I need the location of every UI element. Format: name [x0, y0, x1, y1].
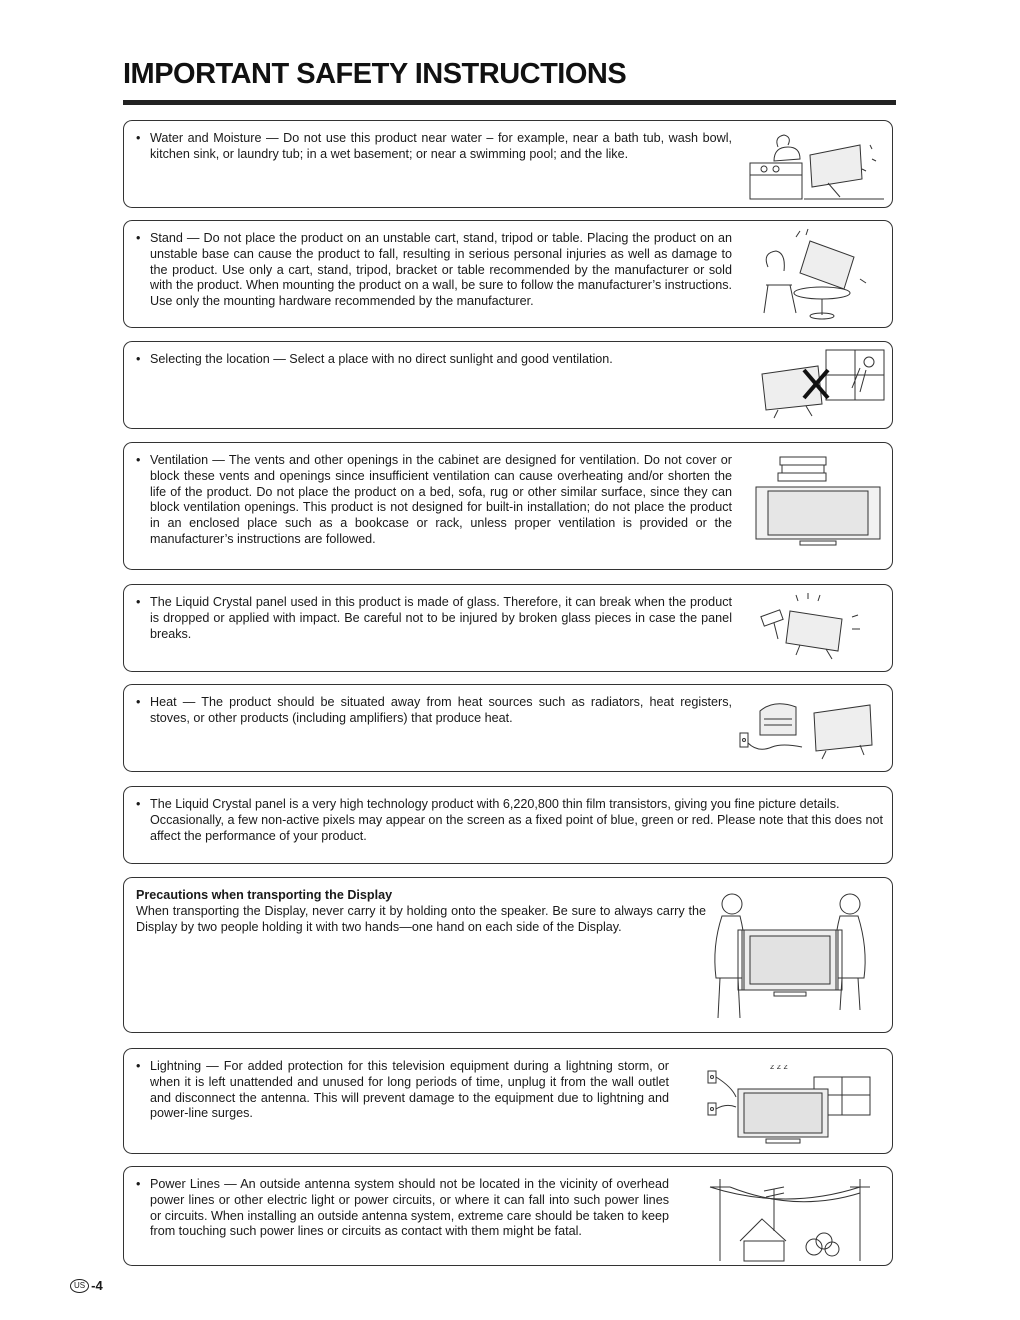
ventilation-item: [136, 453, 732, 548]
lcd-pixels-line-2: Occasionally, a few non-active pixels may appear on the screen as a fixed point of blue, green or red. Please note that this does not affect the performance of your product.: [150, 812, 883, 843]
zzz-sleep-icon: z z z: [770, 1065, 788, 1071]
bullet: •: [136, 131, 141, 145]
lcd-pixels-section: [123, 786, 893, 864]
transport-item: [136, 888, 706, 935]
region-badge: US: [70, 1279, 89, 1293]
bullet: •: [136, 1059, 141, 1073]
power-lines-section: [123, 1166, 893, 1266]
water-moisture-illustration: [744, 125, 886, 203]
glass-panel-section: [123, 584, 893, 672]
water-moisture-text: Water and Moisture — Do not use this product near water – for example, near a bath tub, wash bowl, kitchen sink, or laundry tub; in a wet basement; or near a swimming pool; and the like.: [150, 131, 732, 161]
bullet: •: [136, 1177, 141, 1191]
unstable-stand-illustration: [752, 227, 874, 323]
unplugged-tv-illustration: [704, 1065, 876, 1147]
ventilation-text: Ventilation — The vents and other openings in the cabinet are designed for ventilation. Do not cover or block these vents and openings since insufficient ventilation can cause overheating and/or shorten the life of the product. Do not place the product on a bed, sofa, rug or other similar surface, since they can block ventilation openings. This product is not designed for built-in installation; do not place the product in an enclosed place such as a bookcase or rack, unless proper ventilation is provided or the manufacturer’s instructions are followed.: [150, 453, 732, 546]
transport-heading: Precautions when transporting the Display: [136, 888, 393, 902]
ventilation-section: [123, 442, 893, 570]
sunlight-location-illustration: [756, 348, 886, 422]
glass-panel-text: The Liquid Crystal panel used in this product is made of glass. Therefore, it can break when the product is dropped or applied with impact. Be careful not to be injured by broken glass pieces in case the panel breaks.: [150, 595, 732, 641]
heat-section: [123, 684, 893, 772]
title-underline: [123, 100, 896, 105]
lightning-item: [136, 1059, 669, 1122]
bullet: •: [136, 797, 141, 811]
lcd-pixels-item: [136, 797, 883, 844]
page-number: -4: [91, 1278, 103, 1293]
bullet: •: [136, 595, 141, 609]
page-title: IMPORTANT SAFETY INSTRUCTIONS: [123, 58, 627, 90]
two-people-carrying-illustration: [704, 890, 874, 1022]
bullet: •: [136, 695, 141, 709]
power-lines-text: Power Lines — An outside antenna system should not be located in the vicinity of overhead power lines or other electric light or power circuits, or where it can fall into such power lines or circuits. When installing an outside antenna system, extreme care should be taken to keep from touching such power lines or circuits as contact with them might be fatal.: [150, 1177, 669, 1239]
lightning-section: [123, 1048, 893, 1154]
location-section: [123, 341, 893, 429]
lightning-text: Lightning — For added protection for this television equipment during a lightning storm, or when it is left unattended and unused for long periods of time, unplug it from the wall outlet and disconnect the antenna. This will prevent damage to the equipment due to lightning and power-line surges.: [150, 1059, 669, 1121]
bullet: •: [136, 352, 141, 366]
location-item: [136, 352, 732, 368]
glass-panel-item: [136, 595, 732, 642]
transport-body: When transporting the Display, never carry it by holding onto the speaker. Be sure to always carry the Display by two people holding it with two hands—one hand on each side of the Display.: [136, 903, 706, 934]
heater-illustration: [736, 693, 876, 767]
bullet: •: [136, 231, 141, 245]
stand-section: [123, 220, 893, 328]
page-footer: [70, 1278, 103, 1293]
power-lines-item: [136, 1177, 669, 1240]
transport-section: [123, 877, 893, 1033]
heat-item: [136, 695, 732, 727]
stand-text: Stand — Do not place the product on an unstable cart, stand, tripod or table. Placing the product on an unstable base can cause the product to fall, resulting in serious personal injuries as well as damage to the product. Use only a cart, stand, tripod, bracket or table recommended by the manufacturer or sold with the product. When mounting the product on a wall, be sure to follow the manufacturer’s instructions. Use only the mounting hardware recommended by the manufacturer.: [150, 231, 732, 309]
power-lines-antenna-illustration: [704, 1175, 876, 1263]
heat-text: Heat — The product should be situated away from heat sources such as radiators, heat registers, stoves, or other products (including amplifiers) that produce heat.: [150, 695, 732, 725]
ventilation-illustration: [752, 453, 884, 553]
stand-item: [136, 231, 732, 310]
lcd-pixels-line-1: The Liquid Crystal panel is a very high technology product with 6,220,800 thin film transistors, giving you fine picture details.: [150, 797, 840, 811]
bullet: •: [136, 453, 141, 467]
water-moisture-item: [136, 131, 732, 163]
water-moisture-section: [123, 120, 893, 208]
location-text: Selecting the location — Select a place with no direct sunlight and good ventilation.: [150, 352, 613, 366]
lcd-pixels-text: [150, 797, 883, 844]
impact-hammer-illustration: [756, 593, 866, 665]
